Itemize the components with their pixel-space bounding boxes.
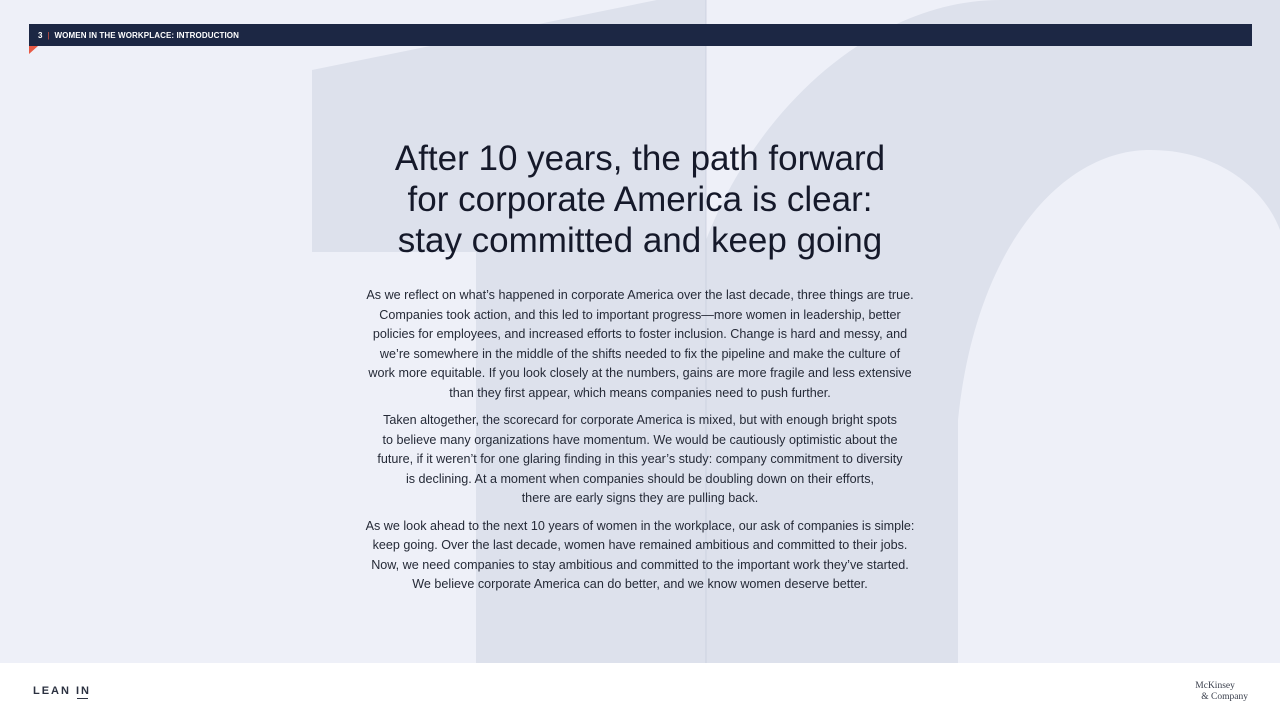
paragraph-2: Taken altogether, the scorecard for corporate America is mixed, but with enough bright spots to believe many organizations have momentum. We would be cautiously optimistic about the future, if it weren’t for one glaring finding in this year’s study: company commitment to diversity is declining. At a moment when companies should be doubling down on their efforts, there are early signs they are pulling back. <box>377 413 903 505</box>
header-accent-tab <box>29 46 39 55</box>
lean-in-logo: LEAN IN <box>33 685 91 697</box>
mckinsey-logo-line2: & Company <box>1201 691 1248 702</box>
mckinsey-logo-line1: McKinsey <box>1195 681 1235 691</box>
header-bar <box>29 24 1252 46</box>
body-text <box>320 286 960 603</box>
headline: After 10 years, the path forward for corporate America is clear: stay committed and keep going <box>394 139 886 260</box>
section-title: WOMEN IN THE WORKPLACE: INTRODUCTION <box>54 30 240 40</box>
header-separator: | <box>47 30 50 40</box>
page-number: 3 <box>38 30 43 40</box>
paragraph-3: As we look ahead to the next 10 years of women in the workplace, our ask of companies is simple: keep going. Over the last decade, women have remained ambitious and committed to their jobs. Now, we need companies to stay ambitious and committed to the important work they’ve started. We believe corporate America can do better, and we know women deserve better. <box>365 518 915 591</box>
lean-in-logo-underline <box>77 698 88 699</box>
paragraph-1: As we reflect on what’s happened in corporate America over the last decade, three things are true. Companies took action, and this led to important progress—more women in leadership, better policies for employees, and increased efforts to foster inclusion. Change is hard and messy, and we’re somewhere in the middle of the shifts needed to fix the pipeline and make the culture of work more equitable. If you look closely at the numbers, gains are more fragile and less extensive than they first appear, which means companies need to push further. <box>366 288 914 400</box>
mckinsey-logo <box>1195 681 1248 702</box>
footer <box>0 663 1280 720</box>
